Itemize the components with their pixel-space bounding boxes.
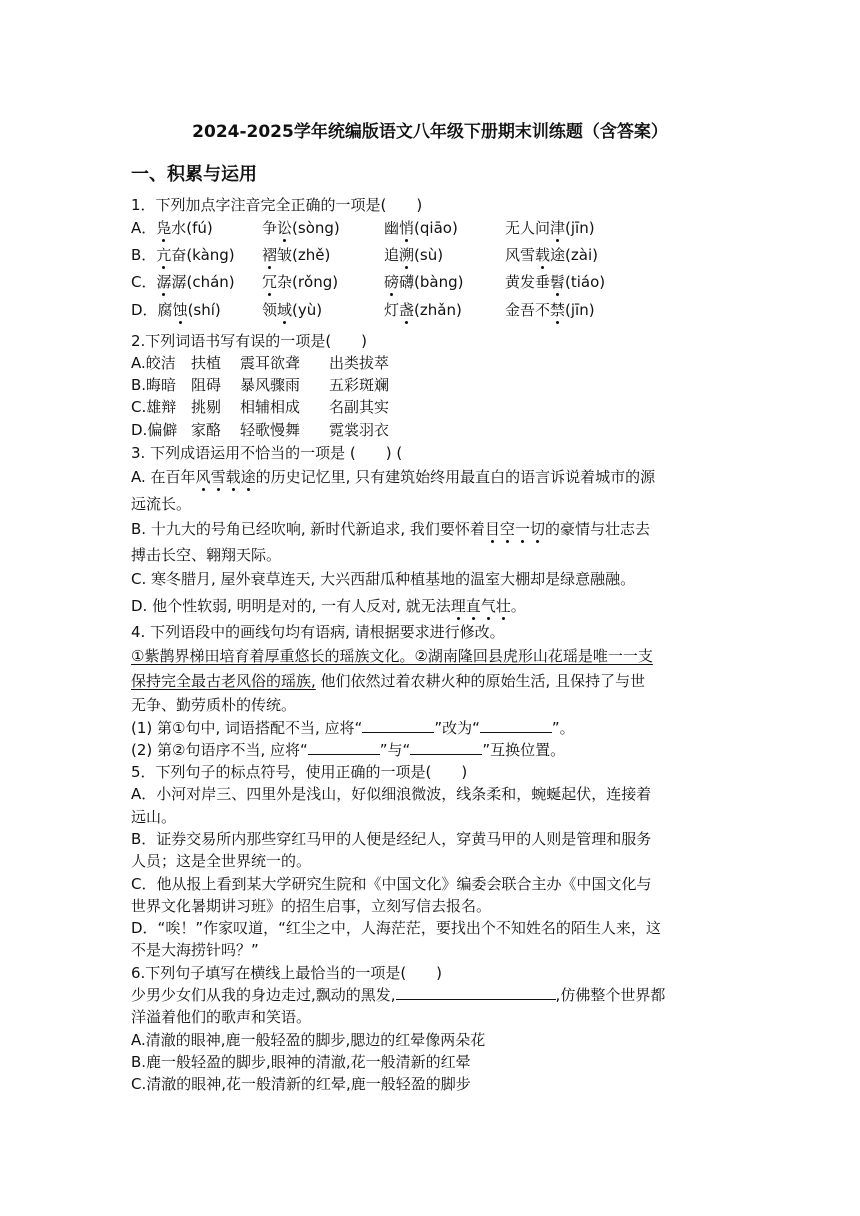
dotted-char: 切: [529, 520, 545, 538]
text: (jīn): [565, 301, 595, 319]
q6-option-b: B.鹿一般轻盈的脚步,眼神的清澈,花一般清新的红晕: [131, 1053, 471, 1071]
word-item: 出类拔萃: [329, 354, 390, 372]
word-item: 轻歌慢舞: [240, 421, 301, 439]
text: 金吾不: [505, 301, 551, 319]
q5-option-d-line1: D．“唉！”作家叹道，“红尘之中，人海茫茫，要找出个不知姓名的陌生人来，这: [131, 919, 661, 937]
section-heading: 一、积累与运用: [131, 164, 257, 185]
q5-option-a-line1: A．小河对岸三、四里外是浅山，好似细浪微波，线条柔和，蜿蜒起伏，连接着: [131, 785, 652, 803]
word-item: A.皎洁: [131, 354, 176, 372]
word-item: 名副其实: [329, 398, 390, 416]
dotted-char: 直: [465, 597, 481, 615]
dotted-char: 风: [195, 468, 211, 486]
dotted-char: 空: [499, 520, 515, 538]
text: 。: [510, 597, 526, 615]
text: (qiāo): [414, 219, 458, 237]
q5-option-c-line1: C．他从报上看到某大学研究生院和《中国文化》编委会联合主办《中国文化与: [131, 875, 652, 893]
answer-blank[interactable]: [480, 718, 552, 733]
dotted-char: 禁: [550, 301, 566, 319]
q4-passage-line2: [131, 671, 645, 691]
answer-blank[interactable]: [362, 718, 434, 733]
text: 风雪: [505, 246, 536, 264]
word-item: 暴风骤雨: [240, 376, 301, 394]
q5-option-c-line2: 世界文化暑期讲习班》的招生启事，立刻写信去报名。: [131, 897, 492, 915]
text: 争: [262, 219, 278, 237]
text: 杂(rǒng): [277, 273, 339, 291]
text: ”与“: [379, 741, 411, 759]
text: ”改为“: [434, 719, 480, 737]
option-item: [262, 272, 384, 292]
q1-option-row: [131, 272, 605, 292]
q5-option-b-line2: 人员；这是全世界统一的。: [131, 852, 312, 870]
dotted-idiom: [485, 520, 545, 538]
q5-option-b-line1: B．证券交易所内那些穿红马甲的人便是经纪人，穿黄马甲的人则是管理和服务: [131, 830, 652, 848]
q3-option-b-line2: 搏击长空、翱翔天际。: [131, 546, 282, 564]
dotted-char: 盏: [399, 301, 415, 319]
dotted-char: 气: [480, 597, 496, 615]
text: (yù): [292, 301, 323, 319]
option-item: [384, 272, 505, 292]
q1-option-row: [131, 245, 598, 265]
q3-option-b-line1: [131, 519, 650, 539]
dotted-char: 蚀: [172, 301, 188, 319]
dotted-char: 一: [514, 520, 530, 538]
text: 领: [262, 301, 278, 319]
text: (tiáo): [565, 273, 606, 291]
q1-option-row: [131, 300, 595, 320]
q6-passage-line1: [131, 985, 665, 1005]
text: 追: [384, 246, 400, 264]
word-item: 挑剔: [191, 398, 222, 416]
option-item: [384, 218, 505, 238]
q2-option-row: [131, 375, 389, 395]
text: 幽: [384, 219, 400, 237]
dotted-char: 雪: [210, 468, 226, 486]
word-item: D.偏僻: [131, 421, 178, 439]
dotted-char: 载: [225, 468, 241, 486]
q6-passage-line2: 洋溢着他们的歌声和笑语。: [131, 1008, 312, 1026]
option-item: [131, 300, 262, 320]
word-item: 扶植: [191, 354, 222, 372]
q3-option-c: C. 寒冬腊月, 屋外衰草连天, 大兴西甜瓜种植基地的温室大棚却是绿意融融。: [131, 570, 636, 588]
text: (2) 第②句语序不当, 应将“: [131, 741, 308, 759]
dotted-idiom: [196, 468, 256, 486]
text: 无人问: [505, 219, 551, 237]
dotted-char: 亢: [156, 246, 172, 264]
text: 他们依然过着农耕火种的原始生活, 且保持了与世: [315, 672, 646, 690]
dotted-char: 讼: [277, 219, 293, 237]
option-item: [131, 272, 262, 292]
text: (shí): [187, 301, 221, 319]
dotted-idiom: [451, 597, 511, 615]
dotted-char: 域: [277, 301, 293, 319]
q3-option-d: [131, 596, 526, 616]
text: (sòng): [292, 219, 340, 237]
text: (1) 第①句中, 词语搭配不当, 应将“: [131, 719, 363, 737]
answer-blank[interactable]: [396, 985, 556, 1000]
answer-blank[interactable]: [308, 740, 380, 755]
q4-sub2: [131, 740, 565, 760]
q4-passage-line1: ①紫鹊界梯田培育着厚重悠长的瑶族文化。②湖南隆回县虎形山花瑶是唯一一支: [131, 647, 653, 665]
dotted-char: 髫: [550, 273, 566, 291]
word-item: 阻碍: [191, 376, 222, 394]
q3-stem: 3. 下列成语运用不恰当的一项是 ( ) (: [131, 444, 403, 462]
q5-stem: 5．下列句子的标点符号，使用正确的一项是( ): [131, 763, 468, 781]
underlined-sentence: 保持完全最古老风俗的瑶族,: [131, 672, 316, 690]
answer-blank[interactable]: [410, 740, 482, 755]
word-item: 相辅相成: [240, 398, 301, 416]
word-item: 震耳欲聋: [240, 354, 301, 372]
text: ”。: [551, 719, 575, 737]
dotted-char: 载: [535, 246, 551, 264]
q2-option-row: [131, 420, 389, 440]
text: 的历史记忆里, 只有建筑始终用最直白的语言诉说着城市的源: [255, 468, 656, 486]
dotted-char: 凫: [156, 219, 172, 237]
option-item: [384, 300, 505, 320]
option-item: [384, 245, 505, 265]
q5-option-a-line2: 远山。: [131, 808, 177, 826]
dotted-char: 褶: [262, 246, 278, 264]
option-item: [505, 245, 598, 265]
option-item: [262, 245, 384, 265]
word-item: 霓裳羽衣: [329, 421, 390, 439]
dotted-char: 津: [550, 219, 566, 237]
option-item: [262, 218, 384, 238]
text: B. 十九大的号角已经吹响, 新时代新追求, 我们要怀着: [131, 520, 485, 538]
option-item: [262, 300, 384, 320]
dotted-char: 理: [450, 597, 466, 615]
text: 少男少女们从我的身边走过,飘动的黑发,: [131, 986, 396, 1004]
option-item: [505, 218, 595, 238]
word-item: 五彩斑斓: [329, 376, 390, 394]
option-item: [131, 218, 262, 238]
text: A．: [131, 219, 157, 237]
q2-option-row: [131, 353, 389, 373]
text: D．腐: [131, 301, 173, 319]
text: 潺(chán): [171, 273, 235, 291]
q4-sub1: [131, 718, 575, 738]
text: ”互换位置。: [482, 741, 566, 759]
text: (zhǎn): [414, 301, 462, 319]
dotted-char: 潺: [156, 273, 172, 291]
text: ,仿佛整个世界都: [555, 986, 666, 1004]
q2-option-row: [131, 397, 389, 417]
word-item: 家酪: [191, 421, 222, 439]
text: (sù): [414, 246, 444, 264]
text: 的豪情与壮志去: [544, 520, 650, 538]
dotted-char: 目: [484, 520, 500, 538]
dotted-char: 溯: [399, 246, 415, 264]
q4-passage-line3: 无争、勤劳质朴的传统。: [131, 696, 297, 714]
text: 途(zài): [550, 246, 598, 264]
q3-option-a-line2: 远流长。: [131, 495, 192, 513]
text: 皱(zhě): [277, 246, 331, 264]
q2-stem: 2.下列词语书写有误的一项是( ): [131, 332, 368, 350]
text: 水(fú): [171, 219, 213, 237]
text: C．: [131, 273, 157, 291]
text: B．: [131, 246, 157, 264]
text: D. 他个性软弱, 明明是对的, 一有人反对, 就无法: [131, 597, 451, 615]
q4-stem: 4. 下列语段中的画线句均有语病, 请根据要求进行修改。: [131, 623, 505, 641]
q1-option-row: [131, 218, 595, 238]
word-item: B.晦暗: [131, 376, 177, 394]
option-item: [505, 272, 605, 292]
option-item: [505, 300, 595, 320]
text: 奋(kàng): [171, 246, 235, 264]
q1-stem: 1．下列加点字注音完全正确的一项是( ): [131, 196, 423, 214]
text: (jīn): [565, 219, 595, 237]
option-item: [131, 245, 262, 265]
dotted-char: 悄: [399, 219, 415, 237]
word-item: C.雄辩: [131, 398, 177, 416]
q3-option-a-line1: [131, 467, 655, 487]
dotted-char: 磅: [384, 273, 400, 291]
q5-option-d-line2: 不是大海捞针吗？”: [131, 941, 259, 959]
text: 黄发垂: [505, 273, 551, 291]
q6-option-a: A.清澈的眼神,鹿一般轻盈的脚步,腮边的红晕像两朵花: [131, 1031, 486, 1049]
text: A. 在百年: [131, 468, 196, 486]
dotted-char: 途: [240, 468, 256, 486]
q6-stem: 6.下列句子填写在横线上最恰当的一项是( ): [131, 964, 443, 982]
document-title: 2024-2025学年统编版语文八年级下册期末训练题（含答案）: [192, 122, 668, 142]
dotted-char: 壮: [495, 597, 511, 615]
text: 灯: [384, 301, 400, 319]
q6-option-c: C.清澈的眼神,花一般清新的红晕,鹿一般轻盈的脚步: [131, 1075, 471, 1093]
dotted-char: 冗: [262, 273, 278, 291]
text: 礴(bàng): [399, 273, 464, 291]
